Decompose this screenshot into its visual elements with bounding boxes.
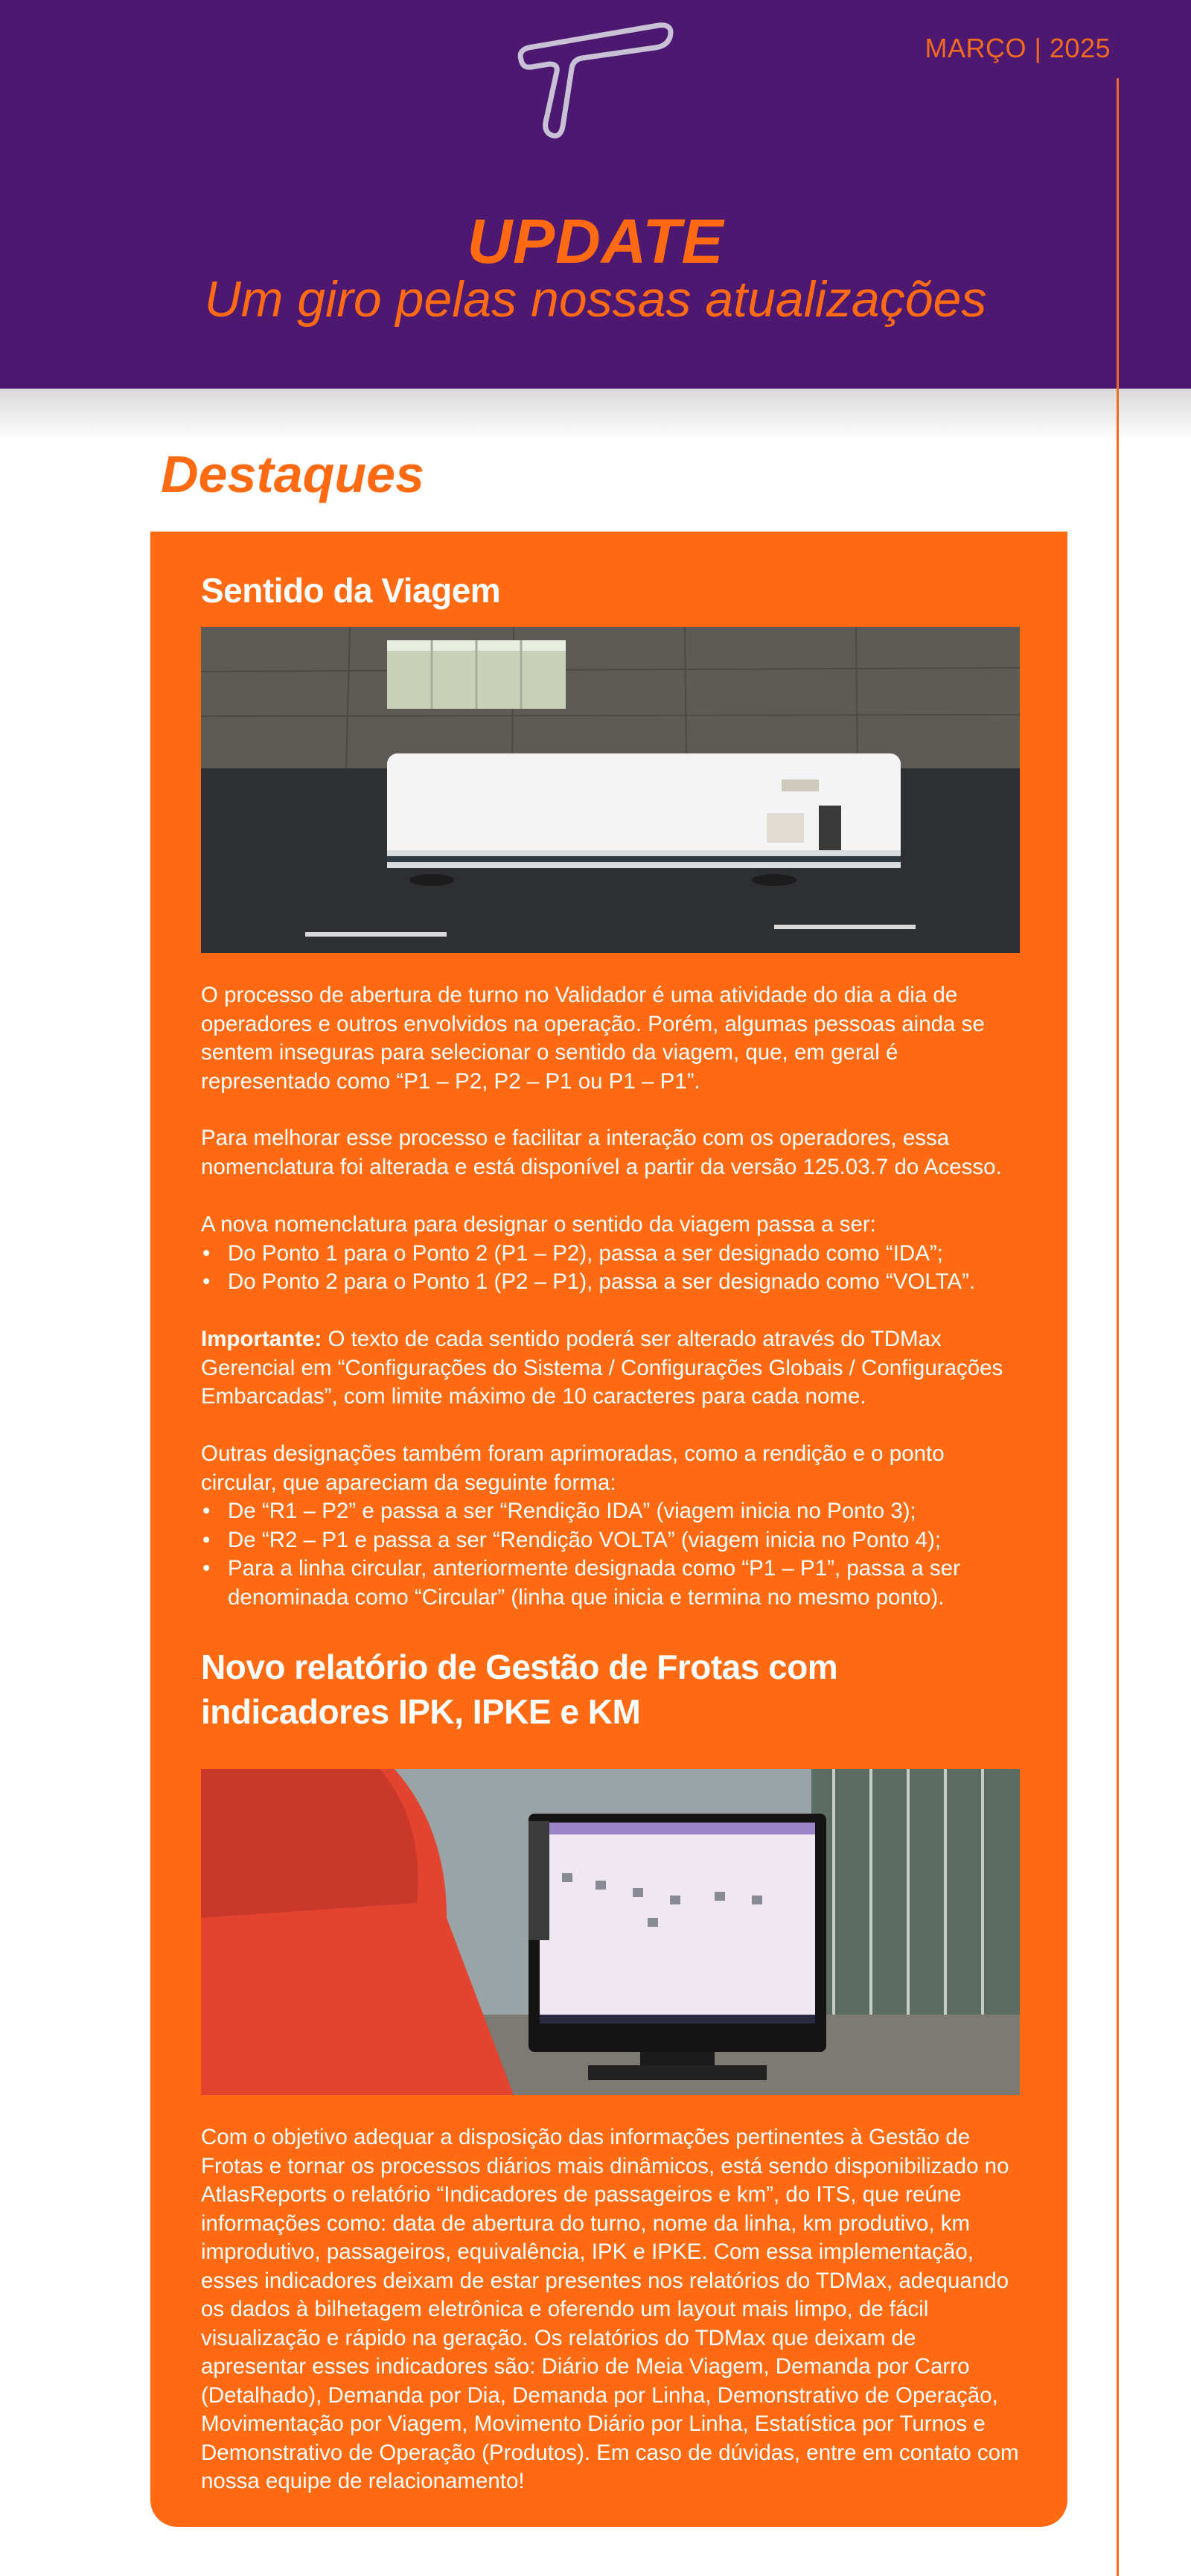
list-item: • Para a linha circular, anteriormente designada como “P1 – P1”, passa a ser denominada como “Circular” (linha que inicia e termina no mesmo ponto). xyxy=(201,1555,1020,1612)
decorative-vertical-line xyxy=(1117,78,1119,2576)
header-banner xyxy=(0,0,1191,389)
article-paragraph xyxy=(201,1211,1020,1297)
section-title: Destaques xyxy=(161,445,425,503)
paragraph-text: Para melhorar esse processo e facilitar a interação com os operadores, essa nomenclatura foi alterada e está disponível a partir da versão 125.03.7 do Acesso. xyxy=(201,1126,1002,1179)
article-paragraph xyxy=(201,1440,1020,1612)
highlights-card xyxy=(150,532,1067,2527)
article-title: Sentido da Viagem xyxy=(201,571,501,610)
bullet-list xyxy=(201,1240,1020,1297)
article-paragraph xyxy=(201,2123,1020,2496)
brand-logo-icon xyxy=(514,15,685,149)
article-paragraph xyxy=(201,1124,1020,1182)
newsletter-title: UPDATE xyxy=(467,206,724,276)
paragraph-text: Outras designações também foram aprimoradas, como a rendição e o ponto circular, que apareciam da seguinte forma: xyxy=(201,1441,945,1495)
important-label: Importante: xyxy=(201,1327,322,1351)
list-item: • Do Ponto 2 para o Ponto 1 (P2 – P1), passa a ser designado como “VOLTA”. xyxy=(201,1268,1020,1297)
paragraph-text: Com o objetivo adequar a disposição das informações pertinentes à Gestão de Frotas e tornar os processos diários mais dinâmicos, está sendo disponibilizado no AtlasReports o relatório “Indicadores de passageiros e km”, do ITS, que reúne informações como: data de abertura do turno, nome da linha, km produtivo, km improdutivo, passageiros, equivalência, IPK e IPKE. Com essa implementação, esses indicadores deixam de estar presentes nos relatórios do TDMax, adequando os dados à bilhetagem eletrônica e oferendo um layout mais limpo, de fácil visualização e rápido na geração. Os relatórios do TDMax que deixam de apresentar esses indicadores são: Diário de Meia Viagem, Demanda por Carro (Detalhado), Demanda por Dia, Demanda por Linha, Demonstrativo de Operação, Movimentação por Viagem, Movimento Diário por Linha, Estatística por Turnos e Demonstrativo de Operação (Produtos). Em caso de dúvidas, entre em contato com nossa equipe de relacionamento! xyxy=(201,2125,1019,2493)
paragraph-text: O processo de abertura de turno no Validador é uma atividade do dia a dia de operadores e outros envolvidos na operação. Porém, algumas pessoas ainda se sentem inseguras para selecionar o sentido da viagem, que, em geral é representado como “P1 – P2, P2 – P1 ou P1 – P1”. xyxy=(201,983,985,1094)
list-item: • De “R2 – P1 e passa a ser “Rendição VOLTA” (viagem inicia no Ponto 4); xyxy=(201,1526,1020,1555)
bullet-list xyxy=(201,1497,1020,1612)
monitor-photo xyxy=(201,1769,1020,2095)
list-item: • Do Ponto 1 para o Ponto 2 (P1 – P2), passa a ser designado como “IDA”; xyxy=(201,1240,1020,1269)
bus-aerial-photo xyxy=(201,627,1020,953)
article-paragraph xyxy=(201,981,1020,1096)
issue-date: MARÇO | 2025 xyxy=(925,33,1111,63)
header-shadow xyxy=(0,389,1191,441)
important-text: O texto de cada sentido poderá ser alterado através do TDMax Gerencial em “Configurações do Sistema / Configurações Globais / Configurações Embarcadas”, com limite máximo de 10 caracteres para cada nome. xyxy=(201,1327,1003,1409)
article-paragraph xyxy=(201,1325,1020,1412)
paragraph-text: A nova nomenclatura para designar o sentido da viagem passa a ser: xyxy=(201,1212,876,1237)
list-item: • De “R1 – P2” e passa a ser “Rendição IDA” (viagem inicia no Ponto 3); xyxy=(201,1497,1020,1526)
newsletter-subtitle: Um giro pelas nossas atualizações xyxy=(204,271,987,328)
article-title: Novo relatório de Gestão de Frotas com indicadores IPK, IPKE e KM xyxy=(201,1648,838,1731)
